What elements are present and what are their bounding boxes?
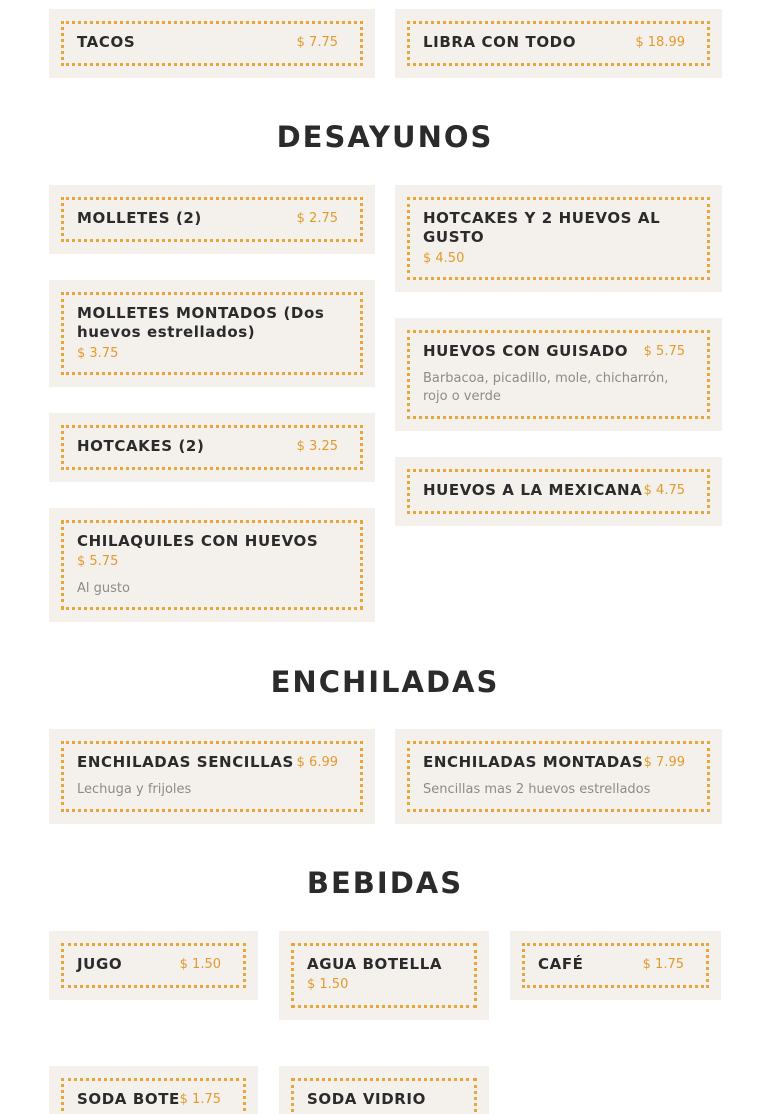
menu-item-name: HUEVOS A LA MEXICANA [423,481,643,499]
section-title-desayunos: DESAYUNOS [276,120,494,154]
menu-item-card [395,318,722,431]
section-title-bebidas: BEBIDAS [306,866,464,900]
menu-item-card [49,9,375,78]
menu-item-card [49,280,375,387]
menu-item-card [395,457,722,526]
menu-item-frame [61,1078,246,1114]
section-title-enchiladas: ENCHILADAS [270,665,500,699]
menu-item-name: ENCHILADAS MONTADAS [423,753,644,771]
menu-item-price: $ 5.75 [643,344,685,359]
menu-item-frame [61,741,363,812]
menu-item-price: $ 4.75 [643,483,685,498]
menu-item-price: $ 6.99 [296,755,338,770]
menu-item-price: $ 7.75 [296,35,338,50]
menu-item-card [395,9,722,78]
menu-item-card [49,1066,258,1114]
menu-item-description: Al gusto [77,581,130,596]
menu-item-frame [291,1078,477,1114]
menu-item-frame [407,197,710,280]
menu-item-price: $ 5.75 [77,554,119,569]
menu-item-description: Lechuga y frijoles [77,782,192,797]
menu-item-frame [407,469,710,514]
menu-item-card [49,508,375,622]
menu-item-frame [522,943,709,988]
menu-item-frame [61,425,363,470]
menu-item-card [395,729,722,824]
menu-item-price: $ 1.50 [179,957,221,972]
menu-item-price: $ 3.25 [296,439,338,454]
menu-item-frame [291,943,477,1008]
menu-item-frame [407,741,710,812]
menu-item-price: $ 2.75 [296,211,338,226]
menu-item-card [49,185,375,254]
menu-item-name: HOTCAKES (2) [77,437,205,455]
menu-item-name: JUGO [77,955,123,973]
menu-item-card [49,413,375,482]
menu-item-name: MOLLETES (2) [77,209,202,227]
menu-item-name: LIBRA CON TODO [423,33,577,51]
menu-item-name: AGUA BOTELLA [307,955,443,973]
menu-item-card [279,1066,489,1114]
menu-item-price: $ 4.50 [423,251,465,266]
menu-item-name: HOTCAKES Y 2 HUEVOS AL GUSTO [423,209,661,246]
menu-item-name: MOLLETES MONTADOS (Dos huevos estrellados) [77,304,325,341]
menu-item-card [510,931,721,1000]
menu-item-name: CHILAQUILES CON HUEVOS [77,532,319,550]
menu-item-name: HUEVOS CON GUISADO [423,342,629,360]
menu-item-frame [407,21,710,66]
menu-item-price: $ 18.99 [635,35,685,50]
menu-item-frame [61,21,363,66]
menu-item-price: $ 1.75 [179,1092,221,1107]
menu-item-price: $ 3.75 [77,346,119,361]
menu-item-price: $ 1.75 [642,957,684,972]
menu-item-card [49,729,375,824]
menu-item-card [49,931,258,1000]
menu-item-price: $ 7.99 [643,755,685,770]
menu-item-card [279,931,489,1020]
menu-item-frame [407,330,710,419]
menu-item-name: SODA BOTE [77,1090,180,1108]
menu-item-name: TACOS [77,33,136,51]
menu-item-price: $ 1.50 [307,977,349,992]
menu-item-card [395,185,722,292]
menu-item-frame [61,292,363,375]
menu-item-description: Sencillas mas 2 huevos estrellados [423,782,651,797]
menu-item-description: Barbacoa, picadillo, mole, chicharrón, rojo o verde [423,371,669,404]
menu-item-name: SODA VIDRIO [307,1090,426,1108]
menu-item-frame [61,520,363,610]
menu-item-name: CAFÉ [538,955,584,973]
menu-item-frame [61,197,363,242]
menu-item-frame [61,943,246,988]
menu-item-name: ENCHILADAS SENCILLAS [77,753,294,771]
